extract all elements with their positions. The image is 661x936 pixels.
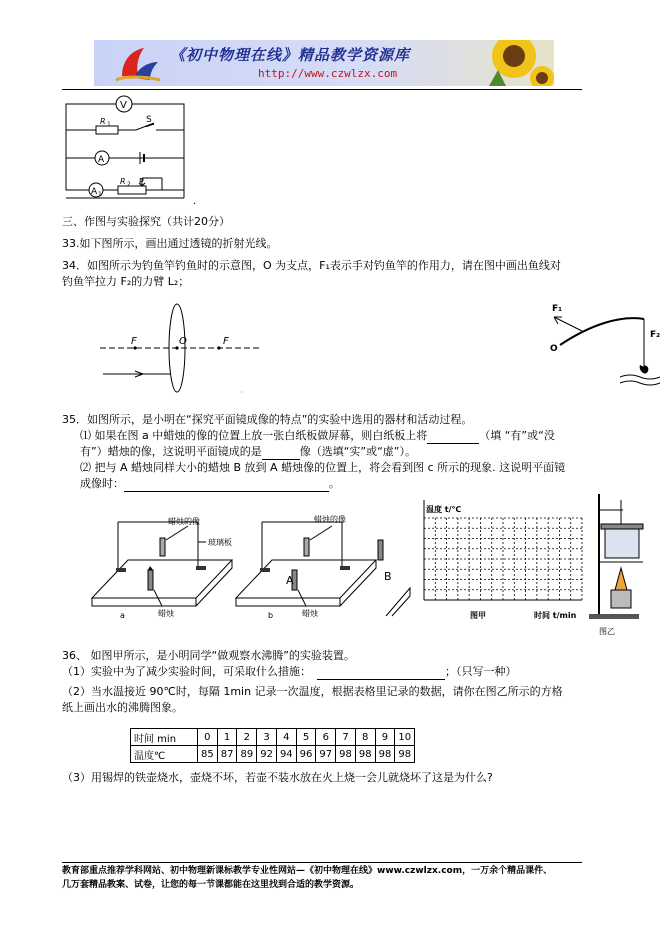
table-top [92,560,232,598]
footer-line1: 教育部重点推荐学科网站、初中物理新课标教学专业性网站—《初中物理在线》www.czwlzx.com，一万余个精品课件、 [62,866,553,876]
q36-p1-b: ；（只写一种） [445,665,517,678]
row2-label: 温度℃ [131,746,198,763]
section-heading: 三、作图与实验探究（共计20分） [62,215,230,228]
focus-left-label: F [131,336,137,347]
q35-p1-c: 有”）蜡烛的像，这说明平面镜成的是 [80,445,262,458]
q35-p2-line1: ⑵ 把与 A 蜡烛同样大小的蜡烛 B 放到 A 蜡烛像的位置上，将会看到图 c 所示的现象. 这说明平面镜 [80,461,566,474]
q35-p1-b: （填 “有”或“没 [479,429,555,442]
r1-label: R [100,117,106,126]
q35-p1-d: 像（选填“实”或“虚”）。 [299,445,416,458]
table-row-temp [131,746,415,763]
water-icon [620,375,660,385]
temp-cell: 98 [336,746,356,763]
q35-p1-line1 [80,428,555,444]
temp-cell: 85 [198,746,218,763]
fig-a-caption: a [120,611,125,620]
temp-cell: 97 [316,746,336,763]
fig-b-image-label: 蜡烛的像 [314,515,346,524]
fig-b-label-a: A [286,574,294,587]
time-cell: 4 [276,729,296,746]
q35-p2-line2 [80,476,340,492]
ammeter1-label: A [91,187,98,197]
q33-text: 33.如下图所示，画出通过透镜的折射光线。 [62,237,278,250]
graph-caption: 图甲 [470,611,486,620]
fig-a-candle-label: 蜡烛 [158,609,174,618]
f1-arrow [554,317,582,331]
q34-line2: 钓鱼竿拉力 F₂的力臂 L₂； [62,275,190,288]
f1-label: F₁ [552,304,563,314]
temp-cell: 92 [257,746,277,763]
table-row-time [131,729,415,746]
fig-b-candle-label: 蜡烛 [302,609,318,618]
temp-cell: 98 [395,746,415,763]
temp-cell: 98 [375,746,395,763]
r2-sub: 2 [127,181,131,188]
banner-url: http://www.czwlzx.com [258,67,398,80]
flame-icon [615,568,627,590]
q36-p2-line2: 纸上画出水的沸腾图象。 [62,701,183,714]
switch-label: S [146,115,152,125]
time-cell: 10 [395,729,415,746]
candle-icon [148,570,153,590]
temp-cell: 96 [296,746,316,763]
r2-label: R [120,177,126,186]
fig-a-glass-label: 玻璃板 [208,538,232,547]
graph-grid [424,518,582,600]
apparatus-caption: 图乙 [599,627,615,636]
q35-p2-c: 。 [329,477,340,490]
circuit-diagram [62,94,202,206]
lens-tick: · [240,388,243,397]
resistor-r2-icon [118,186,146,194]
q34-line1: 34．如图所示为钓鱼竿钓鱼时的示意图，O 为支点，F₁表示手对钓鱼竿的作用力，请在图中画出鱼线对 [62,259,561,272]
banner-title: 《初中物理在线》精品教学资源库 [170,46,411,64]
ammeter-label: A [98,155,105,165]
time-cell: 2 [237,729,257,746]
q35-blank1[interactable] [427,443,479,444]
lamp-icon [611,590,631,608]
optical-center-label: O [179,336,187,347]
q35-p2-b: 成像时： [80,477,124,490]
time-cell: 6 [316,729,336,746]
beaker-icon [605,528,639,558]
sunflower-icon [489,40,554,86]
time-cell: 0 [198,729,218,746]
stand-base [589,614,639,619]
time-cell: 5 [296,729,316,746]
temp-cell: 94 [276,746,296,763]
fishing-rod-figure [540,295,661,395]
temp-cell: 98 [355,746,375,763]
circuit-period: . [193,196,197,207]
q35-blank3[interactable] [124,491,329,492]
boiling-apparatus [585,490,661,640]
q35-p1-line2 [80,444,416,460]
boiling-graph [410,496,588,624]
rod-icon [560,318,644,345]
header-rule [62,89,582,90]
mirror-figure-a [88,508,238,620]
fig-b-label-b: B [384,570,392,583]
focus-right-dot [217,346,220,349]
time-cell: 7 [336,729,356,746]
voltmeter-label: V [120,100,127,111]
candle-b-icon [378,540,383,560]
slider-label: P [139,177,144,186]
lens-figure [95,300,265,400]
q36-p1 [62,664,517,680]
ammeter1-sub: 1 [98,191,102,198]
temperature-table [130,728,415,763]
time-cell: 9 [375,729,395,746]
pivot-label: O [550,344,558,354]
q36-intro: 36、 如图甲所示，是小明同学“做观察水沸腾”的实验装置。 [62,649,355,662]
time-cell: 1 [217,729,237,746]
time-cell: 8 [355,729,375,746]
temp-cell: 87 [217,746,237,763]
graph-ylabel: 温度 t/℃ [426,505,462,514]
time-cell: 3 [257,729,277,746]
candle-image-icon [304,538,309,556]
fig-a-image-label: 蜡烛的像 [168,517,200,526]
r1-sub: 1 [107,121,111,128]
q36-p1-a: （1）实验中为了减少实验时间，可采取什么措施： [62,665,311,678]
q36-p2-line1: （2）当水温接近 90℃时，每隔 1min 记录一次温度，根据表格里记录的数据，请你在图乙所示的方格 [62,685,563,698]
fig-b-caption: b [268,611,274,620]
footer-rule [62,862,582,863]
q36-p3: （3）用锡焊的铁壶烧水，壶烧不坏，若壶不装水放在火上烧一会儿就烧坏了这是为什么? [62,771,493,784]
q35-p1-a: ⑴ 如果在图 a 中蜡烛的像的位置上放一张白纸板做屏幕，则白纸板上将 [80,429,428,442]
q36-blank1[interactable] [317,679,445,680]
candle-image-icon [160,538,165,556]
q35-intro: 35．如图所示，是小明在“探究平面镜成像的特点”的实验中选用的器材和活动过程。 [62,413,473,426]
f2-label: F₂ [650,330,661,340]
focus-right-label: F [223,336,229,347]
footer-line2: 几万套精品教案、试卷，让您的每一节课都能在这里找到合适的教学资源。 [62,880,360,890]
temp-cell: 89 [237,746,257,763]
graph-xlabel: 时间 t/min [534,611,577,620]
logo-icon [116,48,160,80]
row1-label: 时间 min [131,729,198,746]
